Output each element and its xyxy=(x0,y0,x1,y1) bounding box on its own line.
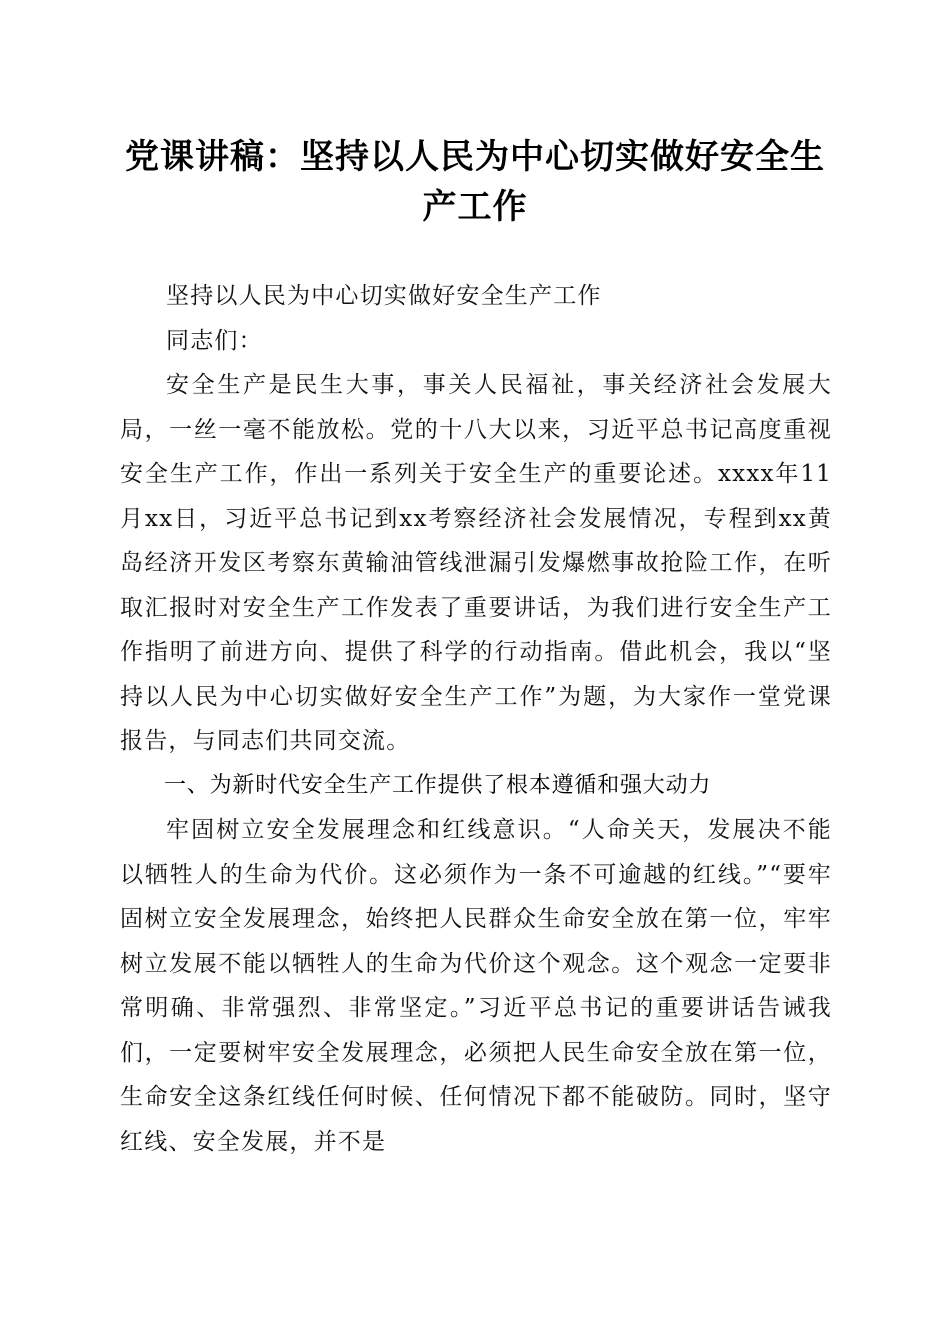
subtitle-line: 坚持以人民为中心切实做好安全生产工作 xyxy=(166,283,602,309)
salutation: 同志们： xyxy=(166,327,263,354)
body-paragraph-section-1: 牢固树立安全发展理念和红线意识。“人命关天，发展决不能以牺牲人的生命为代价。这必须作为一条不可逾越的红线。”“要牢固树立安全发展理念，始终把人民群众生命安全放在第一位，牢牢树立发展不能以牺牲人的生命为代价这个观念。这个观念一定要非常明确、非常强烈、非常坚定。”习近平总书记的重要讲话告诫我们，一定要树牢安全发展理念，必须把人民生命安全放在第一位，生命安全这条红线任何时候、任何情况下都不能破防。同时，坚守红线、安全发展，并不是 xyxy=(120,817,832,1155)
document-body xyxy=(120,274,832,1164)
body-paragraph-intro: 安全生产是民生大事，事关人民福祉，事关经济社会发展大局，一丝一毫不能放松。党的十八大以来，习近平总书记高度重视安全生产工作，作出一系列关于安全生产的重要论述。xxxx年11月xx日，习近平总书记到xx考察经济社会发展情况，专程到xx黄岛经济开发区考察东黄输油管线泄漏引发爆燃事故抢险工作，在听取汇报时对安全生产工作发表了重要讲话，为我们进行安全生产工作指明了前进方向、提供了科学的行动指南。借此机会，我以“坚持以人民为中心切实做好安全生产工作”为题，为大家作一堂党课报告，与同志们共同交流。 xyxy=(120,372,832,754)
section-heading-1: 一、为新时代安全生产工作提供了根本遵循和强大动力 xyxy=(164,772,712,798)
document-title: 党课讲稿：坚持以人民为中心切实做好安全生产工作 xyxy=(125,137,825,227)
